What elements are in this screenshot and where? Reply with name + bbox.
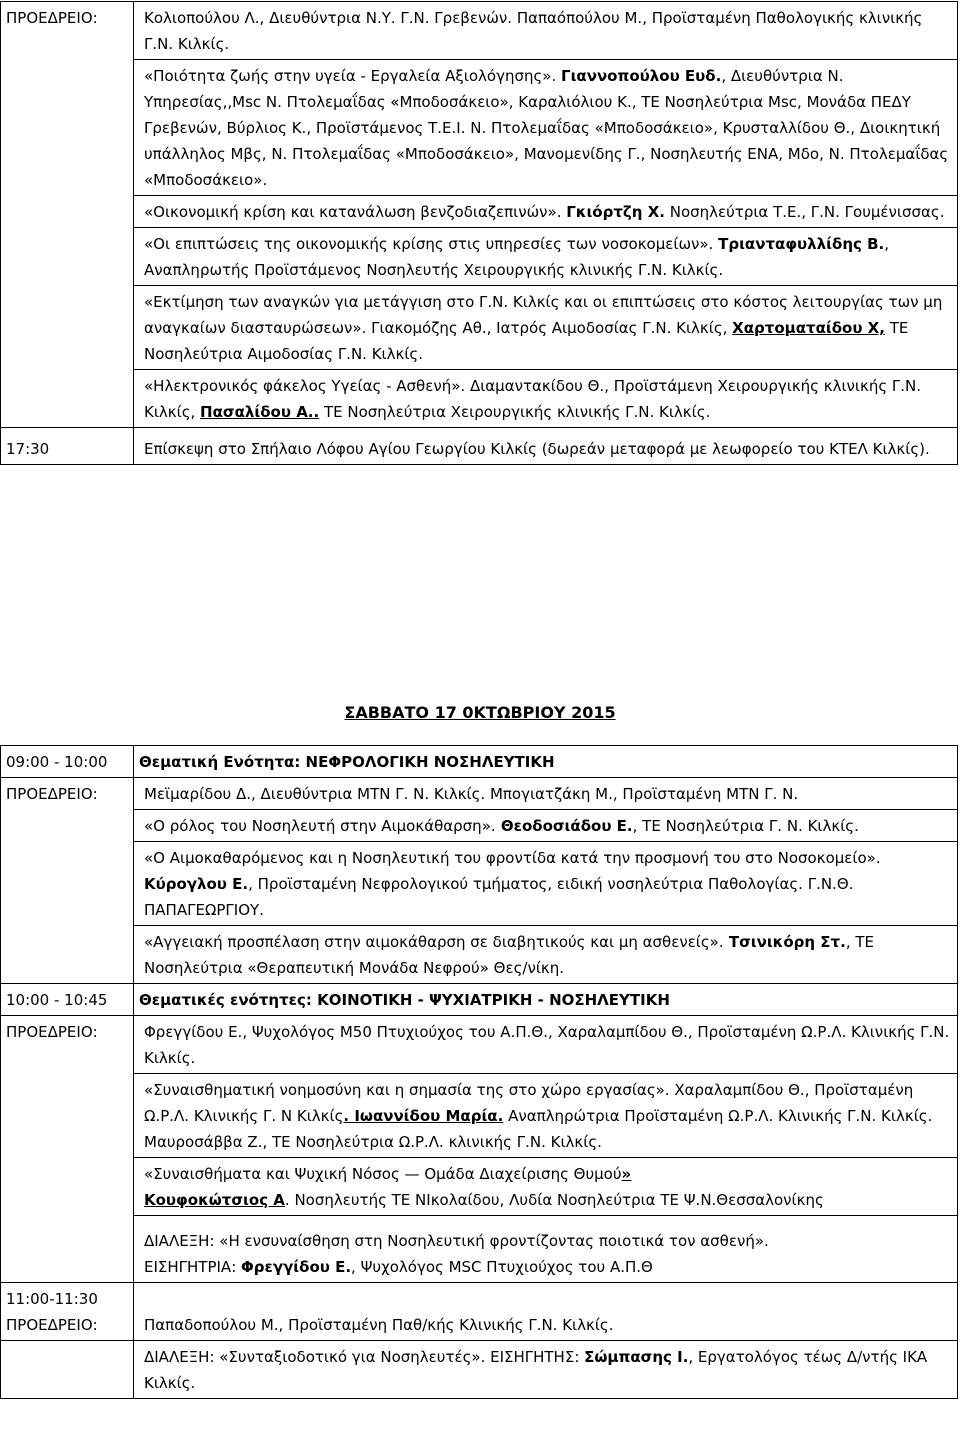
talk-quality-of-life: «Ποιότητα ζωής στην υγεία - Εργαλεία Αξιολόγησης». Γιαννοπούλου Ευδ., Διευθύντρια Ν. Υπηρεσίας,,Msc Ν. Πτολεμαΐδας «Μποδοσάκειο», Καραλιόλιου Κ., ΤΕ Νοσηλεύτρια Msc, Μονάδα ΠΕΔΥ Γρεβενών, Βύρλιος Κ., Προϊστάμενος Τ.Ε.Ι. Ν. Πτολεμαΐδας «Μποδοσάκειο», Κρυσταλλίδου Θ., Διοικητική υπάλληλος Μβς, Ν. Πτολεμαΐδας «Μποδοσάκειο», Μανομενίδης Γ., Νοσηλευτής ΕΝΑ, Μδο, Ν. Πτολεμαΐδας «Μποδοσάκειο». (134, 60, 958, 196)
visit-text: Επίσκεψη στο Σπήλαιο Λόφου Αγίου Γεωργίου Κιλκίς (δωρεάν μεταφορά με λεωφορείο του ΚΤΕΛ Κιλκίς). (134, 428, 958, 465)
talk-row (1, 370, 958, 428)
saturday-program-table (0, 745, 958, 1399)
lecture-empathy: ΔΙΑΛΕΞΗ: «Η ενσυναίσθηση στη Νοσηλευτική φροντίζοντας ποιοτικά τον ασθενή». ΕΙΣΗΓΗΤΡΙΑ: Φρεγγίδου Ε., Ψυχολόγος MSC Πτυχιούχος του Α.Π.Θ (134, 1216, 958, 1283)
talk-transfusion: «Εκτίμηση των αναγκών για μετάγγιση στο Γ.Ν. Κιλκίς και οι επιπτώσεις στο κόστος λειτουργίας των μη αναγκαίων διασταυρώσεων». Γιακομόζης Αθ., Ιατρός Αιμοδοσίας Γ.Ν. Κιλκίς, Χαρτοματαίδου Χ, ΤΕ Νοσηλεύτρια Αιμοδοσίας Γ.Ν. Κιλκίς. (134, 286, 958, 370)
session3-chairs-label: ΠΡΟΕΔΡΕΙΟ: (6, 1316, 98, 1334)
session3-time: 11:00-11:30 (6, 1290, 98, 1308)
session3-chairs: Παπαδοπούλου Μ., Προϊσταμένη Παθ/κής Κλινικής Γ.Ν. Κιλκίς. (144, 1316, 614, 1334)
talk-hemodialysis-care: «Ο Αιμοκαθαρόμενος και η Νοσηλευτική του φροντίδα κατά την προσμονή του στο Νοσοκομείο». Κύρογλου Ε., Προϊσταμένη Νεφρολογικού τμήματος, ειδική νοσηλεύτρια Παθολογίας. Γ.Ν.Θ. ΠΑΠΑΓΕΩΡΓΙΟΥ. (134, 842, 958, 926)
talk-anger-management: «Συναισθήματα και Ψυχική Νόσος — Ομάδα Διαχείρισης Θυμού» Κουφοκώτσιος Α. Νοσηλευτής ΤΕ ΝΙκολαίδου, Λυδία Νοσηλεύτρια ΤΕ Ψ.Ν.Θεσσαλονίκης (134, 1158, 958, 1216)
session-header-row (1, 746, 958, 778)
talk-row (1, 196, 958, 228)
talk-vascular-access: «Αγγειακή προσπέλαση στην αιμοκάθαρση σε διαβητικούς και μη ασθενείς». Τσινικόρη Στ., ΤΕ Νοσηλεύτρια «Θεραπευτική Μονάδα Νεφρού» Θες/νίκη. (134, 926, 958, 984)
session2-title: Θεματικές ενότητες: ΚΟΙΝΟΤΙΚΗ - ΨΥΧΙΑΤΡΙΚΗ - ΝΟΣΗΛΕΥΤΙΚΗ (134, 984, 958, 1016)
talk-row (1, 926, 958, 984)
session3-chairs-cell (134, 1283, 958, 1341)
session3-row (1, 1283, 958, 1341)
lecture-row (1, 1216, 958, 1283)
talk-hemodialysis-role: «Ο ρόλος του Νοσηλευτή στην Αιμοκάθαρση». Θεοδοσιάδου Ε., ΤΕ Νοσηλεύτρια Γ. Ν. Κιλκίς. (134, 810, 958, 842)
empty-cell (1, 1341, 134, 1399)
talk-row (1, 842, 958, 926)
chairs-names: Κολιοπούλου Λ., Διευθύντρια Ν.Υ. Γ.Ν. Γρεβενών. Παπαόπούλου Μ., Προϊσταμένη Παθολογικής κλινικής Γ.Ν. Κιλκίς. (134, 2, 958, 60)
session2-chairs-row (1, 1016, 958, 1074)
session2-chairs-label: ΠΡΟΕΔΡΕΙΟ: (1, 1016, 134, 1283)
session1-time: 09:00 - 10:00 (1, 746, 134, 778)
talk-benzodiazepines: «Οικονομική κρίση και κατανάλωση βενζοδιαζεπινών». Γκιόρτζη Χ. Νοσηλεύτρια Τ.Ε., Γ.Ν. Γουμένισσας. (134, 196, 958, 228)
visit-time: 17:30 (1, 428, 134, 465)
talk-row (1, 810, 958, 842)
session-header-row (1, 984, 958, 1016)
talk-crisis-hospitals: «Οι επιπτώσεις της οικονομικής κρίσης στις υπηρεσίες των νοσοκομείων». Τριανταφυλλίδης Β., Αναπληρωτής Προϊστάμενος Νοσηλευτής Χειρουργικής κλινικής Γ.Ν. Κιλκίς. (134, 228, 958, 286)
talk-row (1, 60, 958, 196)
session1-title: Θεματική Ενότητα: ΝΕΦΡΟΛΟΓΙΚΗ ΝΟΣΗΛΕΥΤΙΚΗ (134, 746, 958, 778)
friday-chairs-row (1, 2, 958, 60)
session1-chairs-row (1, 778, 958, 810)
session1-chairs-label: ΠΡΟΕΔΡΕΙΟ: (1, 778, 134, 984)
friday-program-table (0, 1, 958, 465)
session3-time-and-label (1, 1283, 134, 1341)
talk-row (1, 286, 958, 370)
chairs-label: ΠΡΟΕΔΡΕΙΟ: (1, 2, 134, 428)
visit-row (1, 428, 958, 465)
saturday-heading: ΣΑΒΒΑΤΟ 17 0ΚΤΩΒΡΙΟΥ 2015 (344, 703, 616, 722)
session1-chairs: Μεϊμαρίδου Δ., Διευθύντρια ΜΤΝ Γ. Ν. Κιλκίς. Μπογιατζάκη Μ., Προϊσταμένη ΜΤΝ Γ. Ν. (134, 778, 958, 810)
talk-row (1, 1158, 958, 1216)
talk-health-record: «Ηλεκτρονικός φάκελος Υγείας - Ασθενή». Διαμαντακίδου Θ., Προϊστάμενη Χειρουργικής κλινικής Γ.Ν. Κιλκίς, Πασαλίδου Α.. ΤΕ Νοσηλεύτρια Χειρουργικής κλινικής Γ.Ν. Κιλκίς. (134, 370, 958, 428)
session2-time: 10:00 - 10:45 (1, 984, 134, 1016)
talk-emotional-intelligence: «Συναισθηματική νοημοσύνη και η σημασία της στο χώρο εργασίας». Χαραλαμπίδου Θ., Προϊσταμένη Ω.Ρ.Λ. Κλινικής Γ. Ν Κιλκίς. Ιωαννίδου Μαρία. Αναπληρώτρια Προϊσταμένη Ω.Ρ.Λ. Κλινικής Γ.Ν. Κιλκίς. Μαυροσάββα Ζ., ΤΕ Νοσηλεύτρια Ω.Ρ.Λ. κλινικής Γ.Ν. Κιλκίς. (134, 1074, 958, 1158)
talk-row (1, 1074, 958, 1158)
lecture-pension: ΔΙΑΛΕΞΗ: «Συνταξιοδοτικό για Νοσηλευτές». ΕΙΣΗΓΗΤΗΣ: Σώμπασης Ι., Εργατολόγος τέως Δ/ντής ΙΚΑ Κιλκίς. (134, 1341, 958, 1399)
talk-row (1, 228, 958, 286)
lecture-row (1, 1341, 958, 1399)
session2-chairs: Φρεγγίδου Ε., Ψυχολόγος Μ50 Πτυχιούχος του Α.Π.Θ., Χαραλαμπίδου Θ., Προϊσταμένη Ω.Ρ.Λ. Κλινικής Γ.Ν. Κιλκίς. (134, 1016, 958, 1074)
